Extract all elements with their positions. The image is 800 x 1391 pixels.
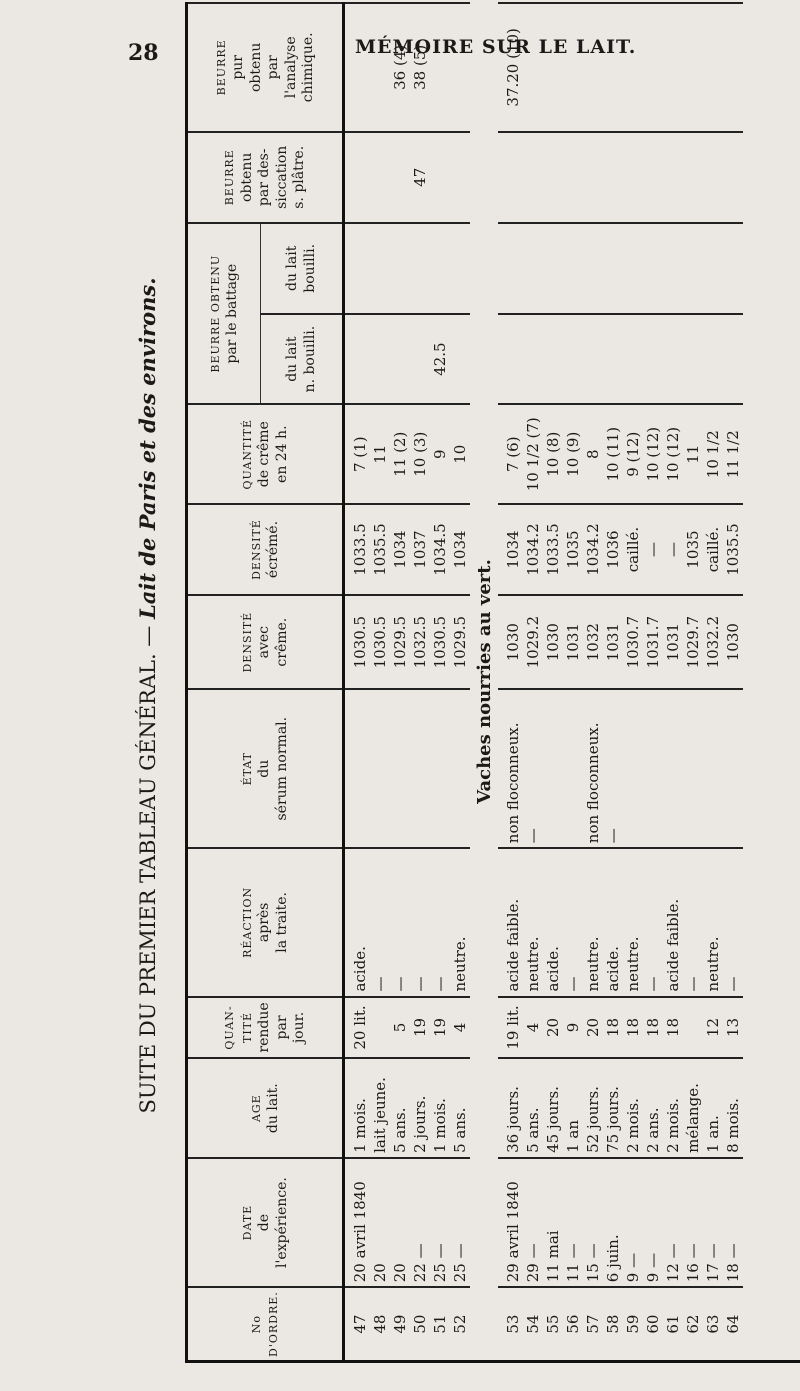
cell-etat <box>703 689 723 848</box>
cell-date: 20 avril 1840 <box>344 1158 371 1287</box>
cell-reaction: — <box>643 848 663 996</box>
header-creme: QUANTITÉ de crême en 24 h. <box>188 405 344 504</box>
cell-no: 52 <box>450 1287 470 1360</box>
cell-d-ecreme: — <box>663 504 683 595</box>
cell-d-ecreme: 1034 <box>390 504 410 595</box>
cell-no: 64 <box>723 1287 743 1360</box>
header-battage-non-bouilli: du lait n. bouilli. <box>261 314 344 405</box>
cell-d-ecreme: 1034 <box>498 504 523 595</box>
table-row <box>683 3 703 1360</box>
cell-age: 45 jours. <box>543 1058 563 1158</box>
cell-etat <box>643 689 663 848</box>
cell-batt-nb <box>523 314 543 405</box>
cell-analyse <box>683 3 703 132</box>
cell-date: 22 — <box>410 1158 430 1287</box>
cell-qte: 13 <box>723 997 743 1059</box>
cell-d-ecreme: 1035 <box>683 504 703 595</box>
cell-batt-b <box>523 223 543 314</box>
cell-dess <box>450 132 470 223</box>
cell-dess <box>370 132 390 223</box>
cell-creme: 7 (1) <box>344 405 371 504</box>
cell-dess <box>623 132 643 223</box>
cell-qte: 19 lit. <box>498 997 523 1059</box>
cell-etat <box>410 689 430 848</box>
header-reaction: RÉACTION après la traite. <box>188 848 344 996</box>
cell-d-avec: 1031 <box>663 595 683 689</box>
cell-analyse: 36 (4) <box>390 3 410 132</box>
cell-qte: 18 <box>643 997 663 1059</box>
cell-reaction: — <box>370 848 390 996</box>
cell-batt-b <box>643 223 663 314</box>
table-row <box>370 3 390 1360</box>
cell-analyse: 38 (5) <box>410 3 430 132</box>
cell-d-ecreme: caillé. <box>703 504 723 595</box>
cell-creme: 10 <box>450 405 470 504</box>
cell-date: 11 — <box>563 1158 583 1287</box>
cell-analyse <box>344 3 371 132</box>
cell-qte: 18 <box>603 997 623 1059</box>
cell-no: 56 <box>563 1287 583 1360</box>
table-body-group2 <box>498 3 743 1360</box>
cell-dess <box>344 132 371 223</box>
header-densite-ecreme: DENSITÉ écrémé. <box>188 504 344 595</box>
cell-age: 52 jours. <box>583 1058 603 1158</box>
cell-qte: 20 <box>583 997 603 1059</box>
cell-creme: 10 (11) <box>603 405 623 504</box>
cell-d-avec: 1030.5 <box>430 595 450 689</box>
cell-dess <box>430 132 450 223</box>
cell-d-avec: 1030 <box>543 595 563 689</box>
cell-creme: 11 <box>683 405 703 504</box>
cell-date: 20 <box>370 1158 390 1287</box>
table-row <box>430 3 450 1360</box>
cell-qte: 20 lit. <box>344 997 371 1059</box>
cell-etat <box>430 689 450 848</box>
cell-analyse <box>703 3 723 132</box>
cell-dess <box>683 132 703 223</box>
cell-dess <box>390 132 410 223</box>
cell-qte <box>683 997 703 1059</box>
cell-d-ecreme: caillé. <box>623 504 643 595</box>
cell-batt-b <box>623 223 643 314</box>
cell-batt-b <box>410 223 430 314</box>
cell-reaction: — <box>430 848 450 996</box>
header-dessiccation: BEURRE obtenu par des- siccation s. plâtre. <box>188 132 344 223</box>
cell-etat <box>370 689 390 848</box>
cell-d-ecreme: — <box>643 504 663 595</box>
cell-d-avec: 1032.2 <box>703 595 723 689</box>
cell-creme: 10 1/2 (7) <box>523 405 543 504</box>
cell-analyse <box>370 3 390 132</box>
cell-d-avec: 1032 <box>583 595 603 689</box>
header-ordre: No D'ORDRE. <box>188 1287 344 1360</box>
cell-analyse <box>543 3 563 132</box>
cell-batt-b <box>583 223 603 314</box>
section-label: Vaches nourries au vert. <box>474 559 495 804</box>
cell-batt-b <box>450 223 470 314</box>
cell-date: 18 — <box>723 1158 743 1287</box>
table-row <box>543 3 563 1360</box>
header-densite-avec: DENSITÉ avec crême. <box>188 595 344 689</box>
cell-creme: 9 <box>430 405 450 504</box>
cell-analyse <box>663 3 683 132</box>
cell-reaction: — <box>723 848 743 996</box>
cell-no: 58 <box>603 1287 623 1360</box>
cell-reaction: acide faible. <box>498 848 523 996</box>
cell-qte: 4 <box>523 997 543 1059</box>
cell-d-ecreme: 1035.5 <box>723 504 743 595</box>
cell-etat <box>623 689 643 848</box>
cell-reaction: acide. <box>344 848 371 996</box>
running-head: MÉMOIRE SUR LE LAIT. <box>355 36 637 58</box>
table-row <box>623 3 643 1360</box>
cell-d-ecreme: 1034.5 <box>430 504 450 595</box>
table-row <box>410 3 430 1360</box>
cell-analyse <box>430 3 450 132</box>
cell-creme: 7 (6) <box>498 405 523 504</box>
cell-d-ecreme: 1037 <box>410 504 430 595</box>
cell-date: 16 — <box>683 1158 703 1287</box>
table-row <box>663 3 683 1360</box>
cell-date: 17 — <box>703 1158 723 1287</box>
cell-no: 48 <box>370 1287 390 1360</box>
cell-batt-b <box>663 223 683 314</box>
cell-batt-b <box>683 223 703 314</box>
cell-dess <box>523 132 543 223</box>
cell-analyse <box>623 3 643 132</box>
cell-etat: — <box>523 689 543 848</box>
data-table-frame <box>185 2 800 1363</box>
cell-analyse <box>583 3 603 132</box>
cell-batt-nb <box>370 314 390 405</box>
cell-reaction: neutre. <box>703 848 723 996</box>
table-title-italic: Lait de Paris et des environs. <box>135 277 160 620</box>
cell-reaction: acide. <box>543 848 563 996</box>
cell-d-avec: 1031.7 <box>643 595 663 689</box>
cell-dess <box>643 132 663 223</box>
cell-age: 2 jours. <box>410 1058 430 1158</box>
cell-creme: 10 1/2 <box>703 405 723 504</box>
header-date: DATE de l'expérience. <box>188 1158 344 1287</box>
cell-reaction: neutre. <box>450 848 470 996</box>
table-header <box>188 3 344 1360</box>
cell-reaction: acide. <box>603 848 623 996</box>
cell-batt-nb <box>643 314 663 405</box>
cell-d-avec: 1029.5 <box>450 595 470 689</box>
data-table <box>188 2 743 1360</box>
cell-dess <box>703 132 723 223</box>
cell-dess <box>723 132 743 223</box>
cell-d-avec: 1030.7 <box>623 595 643 689</box>
cell-age: mélange. <box>683 1058 703 1158</box>
cell-batt-nb <box>603 314 623 405</box>
cell-qte: 4 <box>450 997 470 1059</box>
cell-batt-b <box>370 223 390 314</box>
cell-qte: 20 <box>543 997 563 1059</box>
cell-etat <box>450 689 470 848</box>
table-title <box>135 0 160 1391</box>
cell-etat <box>543 689 563 848</box>
cell-batt-nb <box>583 314 603 405</box>
cell-creme: 10 (8) <box>543 405 563 504</box>
cell-batt-nb <box>683 314 703 405</box>
cell-age: 5 ans. <box>390 1058 410 1158</box>
cell-etat <box>723 689 743 848</box>
table-row <box>390 3 410 1360</box>
cell-qte <box>370 997 390 1059</box>
cell-date: 6 juin. <box>603 1158 623 1287</box>
cell-batt-b <box>603 223 623 314</box>
cell-dess <box>603 132 623 223</box>
cell-no: 53 <box>498 1287 523 1360</box>
table-row <box>498 3 523 1360</box>
cell-d-avec: 1030 <box>723 595 743 689</box>
cell-creme: 10 (9) <box>563 405 583 504</box>
cell-d-avec: 1032.5 <box>410 595 430 689</box>
table-row <box>344 3 371 1360</box>
cell-age: 1 an. <box>703 1058 723 1158</box>
cell-batt-nb <box>563 314 583 405</box>
cell-batt-b <box>390 223 410 314</box>
cell-age: 2 mois. <box>623 1058 643 1158</box>
header-etat: ÉTAT du sérum normal. <box>188 689 344 848</box>
cell-no: 63 <box>703 1287 723 1360</box>
cell-d-avec: 1030.5 <box>370 595 390 689</box>
cell-batt-b <box>430 223 450 314</box>
cell-etat: — <box>603 689 623 848</box>
header-age: AGE du lait. <box>188 1058 344 1158</box>
cell-analyse <box>643 3 663 132</box>
cell-d-avec: 1030 <box>498 595 523 689</box>
cell-reaction: — <box>390 848 410 996</box>
cell-age: 5 ans. <box>523 1058 543 1158</box>
cell-d-avec: 1031 <box>603 595 623 689</box>
cell-batt-nb <box>450 314 470 405</box>
cell-d-ecreme: 1034.2 <box>583 504 603 595</box>
cell-d-ecreme: 1036 <box>603 504 623 595</box>
cell-reaction: acide faible. <box>663 848 683 996</box>
cell-analyse <box>563 3 583 132</box>
table-row <box>603 3 623 1360</box>
cell-creme: 10 (3) <box>410 405 430 504</box>
table-row <box>450 3 470 1360</box>
table-row <box>703 3 723 1360</box>
cell-reaction: neutre. <box>623 848 643 996</box>
table-title-main: SUITE DU PREMIER TABLEAU GÉNÉRAL. — <box>136 625 160 1114</box>
cell-qte: 9 <box>563 997 583 1059</box>
cell-qte: 18 <box>663 997 683 1059</box>
table-row <box>523 3 543 1360</box>
cell-d-ecreme: 1034.2 <box>523 504 543 595</box>
cell-age: 2 ans. <box>643 1058 663 1158</box>
cell-batt-nb <box>344 314 371 405</box>
cell-analyse <box>450 3 470 132</box>
cell-batt-nb <box>663 314 683 405</box>
cell-no: 55 <box>543 1287 563 1360</box>
cell-creme: 10 (12) <box>643 405 663 504</box>
cell-creme: 11 1/2 <box>723 405 743 504</box>
cell-qte: 12 <box>703 997 723 1059</box>
cell-creme: 11 <box>370 405 390 504</box>
table-row <box>563 3 583 1360</box>
cell-etat: non floconneux. <box>498 689 523 848</box>
cell-age: 36 jours. <box>498 1058 523 1158</box>
cell-d-ecreme: 1033.5 <box>543 504 563 595</box>
table-row <box>643 3 663 1360</box>
cell-no: 49 <box>390 1287 410 1360</box>
cell-batt-b <box>703 223 723 314</box>
table-body-group1 <box>344 3 471 1360</box>
cell-no: 50 <box>410 1287 430 1360</box>
cell-analyse: 37.20 (10) <box>498 3 523 132</box>
cell-no: 57 <box>583 1287 603 1360</box>
cell-batt-b <box>543 223 563 314</box>
table-section-row <box>470 3 498 1360</box>
table-row <box>583 3 603 1360</box>
cell-batt-b <box>563 223 583 314</box>
cell-creme: 8 <box>583 405 603 504</box>
cell-date: 9 — <box>643 1158 663 1287</box>
cell-date: 25 — <box>450 1158 470 1287</box>
cell-no: 47 <box>344 1287 371 1360</box>
cell-batt-nb <box>623 314 643 405</box>
cell-date: 20 <box>390 1158 410 1287</box>
cell-dess: 47 <box>410 132 430 223</box>
cell-dess <box>563 132 583 223</box>
cell-date: 9 — <box>623 1158 643 1287</box>
cell-age: 5 ans. <box>450 1058 470 1158</box>
cell-qte: 18 <box>623 997 643 1059</box>
cell-analyse <box>603 3 623 132</box>
cell-reaction: — <box>683 848 703 996</box>
cell-etat <box>663 689 683 848</box>
table-row <box>723 3 743 1360</box>
cell-no: 51 <box>430 1287 450 1360</box>
cell-etat <box>390 689 410 848</box>
cell-dess <box>583 132 603 223</box>
cell-date: 12 — <box>663 1158 683 1287</box>
cell-etat: non floconneux. <box>583 689 603 848</box>
cell-batt-b <box>344 223 371 314</box>
cell-d-avec: 1029.5 <box>390 595 410 689</box>
cell-no: 54 <box>523 1287 543 1360</box>
cell-age: 1 mois. <box>344 1058 371 1158</box>
header-quantite: QUAN- TITÉ rendue par jour. <box>188 997 344 1059</box>
header-battage-bouilli: du lait bouilli. <box>261 223 344 314</box>
cell-creme: 11 (2) <box>390 405 410 504</box>
cell-batt-nb <box>723 314 743 405</box>
cell-reaction: neutre. <box>523 848 543 996</box>
cell-analyse <box>723 3 743 132</box>
header-analyse: BEURRE pur obtenu par l'analyse chimique. <box>188 3 344 132</box>
cell-d-avec: 1029.7 <box>683 595 703 689</box>
cell-date: 29 — <box>523 1158 543 1287</box>
cell-d-ecreme: 1034 <box>450 504 470 595</box>
cell-reaction: — <box>563 848 583 996</box>
cell-batt-nb <box>703 314 723 405</box>
cell-no: 59 <box>623 1287 643 1360</box>
cell-etat <box>683 689 703 848</box>
cell-batt-nb <box>410 314 430 405</box>
cell-batt-nb <box>498 314 523 405</box>
cell-no: 61 <box>663 1287 683 1360</box>
cell-date: 25 — <box>430 1158 450 1287</box>
cell-d-ecreme: 1033.5 <box>344 504 371 595</box>
cell-etat <box>344 689 371 848</box>
cell-qte: 5 <box>390 997 410 1059</box>
cell-qte: 19 <box>430 997 450 1059</box>
cell-no: 62 <box>683 1287 703 1360</box>
cell-reaction: — <box>410 848 430 996</box>
cell-age: lait jeune. <box>370 1058 390 1158</box>
cell-age: 1 an <box>563 1058 583 1158</box>
cell-batt-b <box>723 223 743 314</box>
header-battage-group: BEURRE OBTENU par le battage <box>188 223 261 405</box>
cell-d-ecreme: 1035 <box>563 504 583 595</box>
cell-dess <box>498 132 523 223</box>
cell-reaction: neutre. <box>583 848 603 996</box>
page-number: 28 <box>128 40 159 66</box>
cell-d-avec: 1031 <box>563 595 583 689</box>
cell-batt-b <box>498 223 523 314</box>
cell-qte: 19 <box>410 997 430 1059</box>
cell-date: 15 — <box>583 1158 603 1287</box>
cell-age: 8 mois. <box>723 1058 743 1158</box>
cell-d-avec: 1029.2 <box>523 595 543 689</box>
cell-batt-nb <box>390 314 410 405</box>
cell-analyse <box>523 3 543 132</box>
cell-date: 11 mai <box>543 1158 563 1287</box>
cell-creme: 9 (12) <box>623 405 643 504</box>
cell-age: 75 jours. <box>603 1058 623 1158</box>
cell-batt-nb: 42.5 <box>430 314 450 405</box>
cell-etat <box>563 689 583 848</box>
cell-creme: 10 (12) <box>663 405 683 504</box>
cell-d-avec: 1030.5 <box>344 595 371 689</box>
cell-age: 1 mois. <box>430 1058 450 1158</box>
cell-age: 2 mois. <box>663 1058 683 1158</box>
cell-d-ecreme: 1035.5 <box>370 504 390 595</box>
cell-date: 29 avril 1840 <box>498 1158 523 1287</box>
cell-dess <box>543 132 563 223</box>
cell-batt-nb <box>543 314 563 405</box>
cell-no: 60 <box>643 1287 663 1360</box>
cell-dess <box>663 132 683 223</box>
